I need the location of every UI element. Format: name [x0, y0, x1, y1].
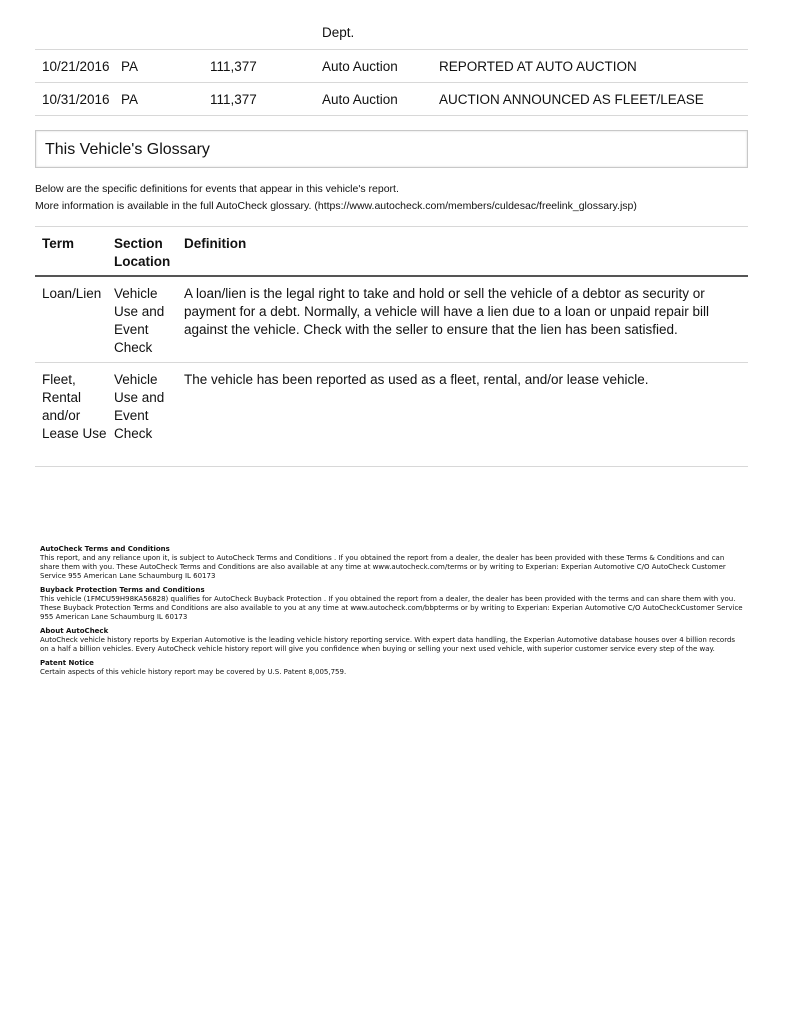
event-state: PA [121, 92, 139, 107]
event-table [35, 0, 748, 116]
footer-heading: Patent Notice [40, 659, 94, 667]
glossary-row [35, 363, 748, 467]
glossary-definition: The vehicle has been reported as used as a fleet, rental, and/or lease vehicle. [184, 372, 649, 387]
glossary-definition: A loan/lien is the legal right to take and hold or sell the vehicle of a debtor as security or payment for a debt. Normally, a vehicle will have a lien due to a loan or unpaid repair bill against the vehicle. Check with the seller to ensure that the lien has been satisfied. [184, 286, 710, 337]
glossary-term: Fleet, Rental and/or Lease Use [42, 372, 107, 441]
glossary-intro-line: Below are the specific definitions for events that appear in this vehicle's report. [35, 183, 399, 195]
glossary-table-header [35, 227, 748, 277]
event-odometer: 111,377 [210, 92, 257, 107]
footer-buyback [40, 586, 745, 622]
glossary-table [35, 226, 748, 467]
footer-heading: AutoCheck Terms and Conditions [40, 545, 170, 553]
footer-text: AutoCheck vehicle history reports by Experian Automotive is the leading vehicle history reporting service. With expert data handling, the Experian Automotive database houses over 4 billion records on a half a billion vehicles. Every AutoCheck vehicle history report will give you confidence when buying or selling your next used vehicle, with superior customer service every step of the way. [40, 636, 736, 653]
glossary-term: Loan/Lien [42, 286, 102, 301]
footer-terms [40, 545, 745, 581]
glossary-title: This Vehicle's Glossary [45, 141, 210, 158]
event-details: REPORTED AT AUTO AUCTION [439, 59, 637, 74]
glossary-title-box [35, 130, 748, 168]
glossary-section: Vehicle Use and Event Check [114, 372, 165, 441]
glossary-intro [35, 181, 637, 215]
event-source: Dept. [322, 25, 355, 40]
event-date: 10/21/2016 [42, 59, 110, 74]
event-state: PA [121, 59, 139, 74]
glossary-section: Vehicle Use and Event Check [114, 286, 165, 355]
footer-text: Certain aspects of this vehicle history report may be covered by U.S. Patent 8,005,759. [40, 668, 347, 676]
glossary-intro-link-line[interactable]: More information is available in the full AutoCheck glossary. (https://www.autocheck.com/members/culdesac/freelink_glossary.jsp) [35, 200, 637, 212]
event-details: AUCTION ANNOUNCED AS FLEET/LEASE [439, 92, 704, 107]
header-term: Term [42, 236, 75, 251]
event-source: Auto Auction [322, 92, 398, 107]
footer-text: This vehicle (1FMCU59H98KA56828) qualifies for AutoCheck Buyback Protection . If you obtained the report from a dealer, the dealer has been provided with the terms and can share them with you. These Buyback Protection Terms and Conditions are also available to you at any time at www.autocheck.com/bbpterms or by writing to Experian: Experian Automotive C/O AutoCheckCustomer Service 955 American Lane Schaumburg IL 60173 [40, 595, 743, 621]
event-row [35, 0, 748, 50]
footer-heading: Buyback Protection Terms and Conditions [40, 586, 205, 594]
glossary-row [35, 277, 748, 363]
event-date: 10/31/2016 [42, 92, 110, 107]
event-row [35, 83, 748, 116]
event-odometer: 111,377 [210, 59, 257, 74]
footer-text: This report, and any reliance upon it, is subject to AutoCheck Terms and Conditions . If you obtained the report from a dealer, the dealer has been provided with these Terms & Conditions and can share them with you. These AutoCheck Terms and Conditions are also available at any time at www.autocheck.com/terms or by writing to Experian: Experian Automotive C/O AutoCheck Customer Service 955 American Lane Schaumburg IL 60173 [40, 554, 726, 580]
header-definition: Definition [184, 236, 247, 251]
event-source: Auto Auction [322, 59, 398, 74]
footer-about [40, 627, 745, 654]
footer-heading: About AutoCheck [40, 627, 109, 635]
report-page [35, 0, 748, 441]
header-section-location: Section Location [114, 236, 171, 269]
event-row [35, 50, 748, 83]
legal-footer [40, 545, 745, 682]
footer-patent [40, 659, 745, 677]
